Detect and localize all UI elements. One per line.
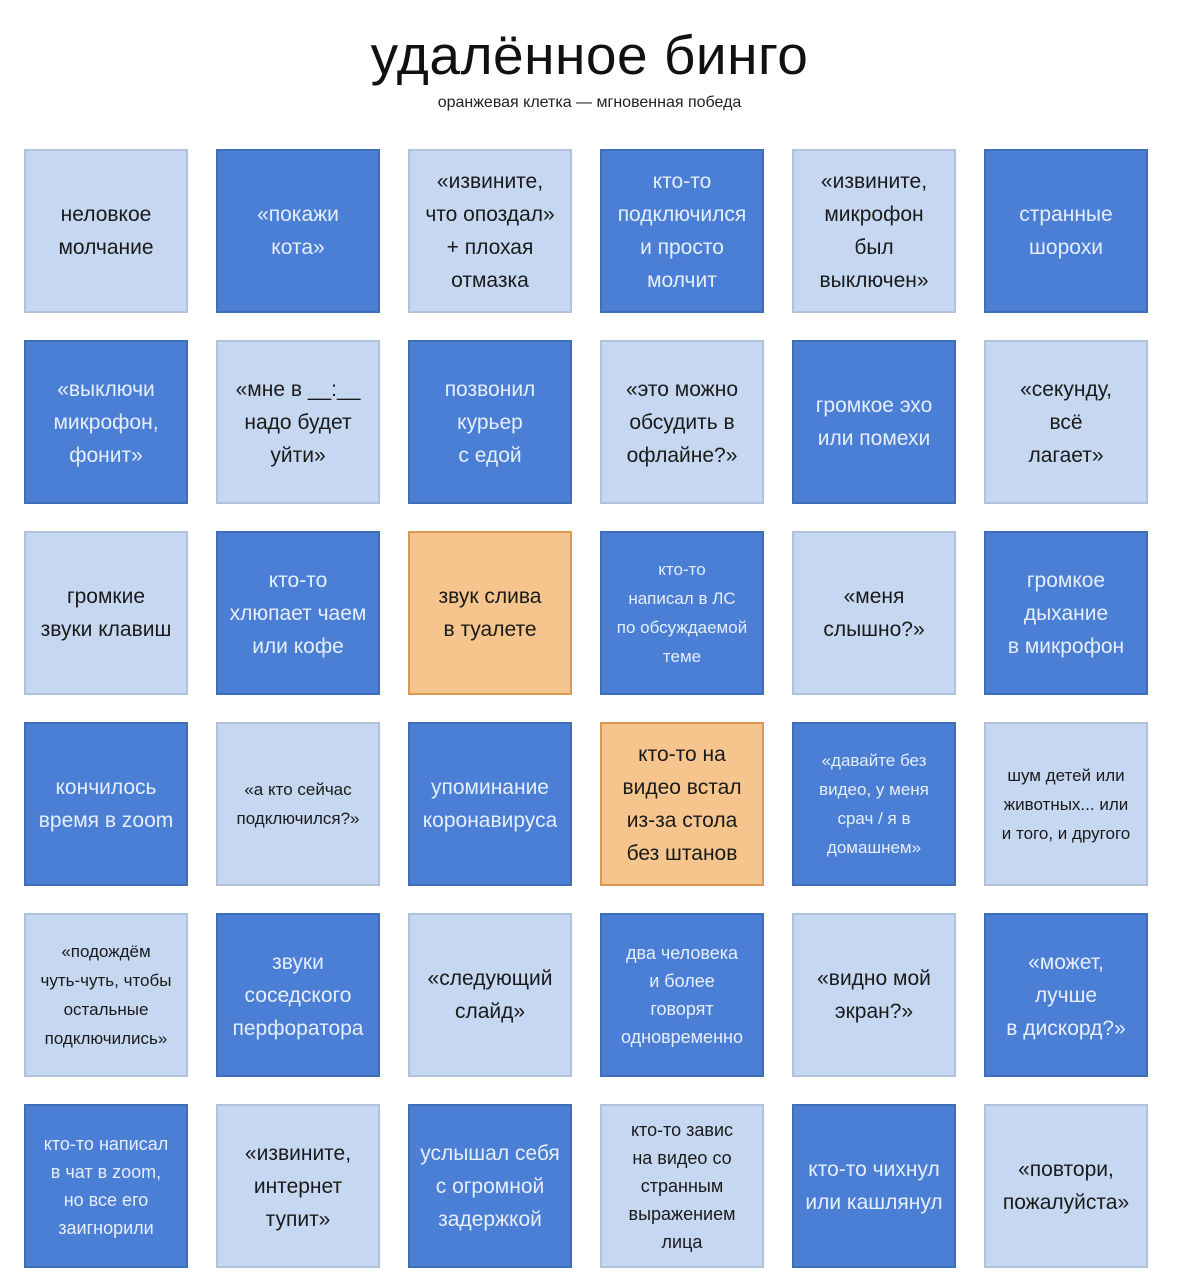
bingo-cell-text: кто-то подключился и просто молчит: [617, 170, 747, 292]
bingo-cell[interactable]: [600, 1104, 764, 1268]
bingo-cell[interactable]: [24, 149, 188, 313]
bingo-cell-text: «извините, микрофон был выключен»: [819, 170, 929, 292]
bingo-cell-text: услышал себя с огромной задержкой: [420, 1141, 560, 1231]
bingo-cell-text: неловкое молчание: [58, 203, 154, 259]
bingo-cell[interactable]: [216, 531, 380, 695]
bingo-cell-text: кончилось время в zoom: [38, 776, 174, 832]
bingo-cell-text: кто-то завис на видео со странным выражением лица: [628, 1120, 736, 1252]
bingo-cell[interactable]: [24, 722, 188, 886]
bingo-cell[interactable]: [24, 531, 188, 695]
bingo-cell[interactable]: [24, 1104, 188, 1268]
page-title: удалённое бинго: [370, 24, 809, 86]
bingo-cell[interactable]: [600, 149, 764, 313]
bingo-cell[interactable]: [24, 913, 188, 1077]
bingo-cell[interactable]: [792, 1104, 956, 1268]
bingo-cell-text: «это можно обсудить в офлайне?»: [625, 377, 739, 467]
bingo-cell-text: странные шорохи: [1019, 203, 1113, 259]
bingo-cell-text: кто-то написал в чат в zoom, но все его заигнорили: [43, 1134, 169, 1238]
page-subtitle: оранжевая клетка — мгновенная победа: [437, 94, 742, 111]
bingo-cell-text: звук слива в туалете: [438, 585, 542, 641]
bingo-cell[interactable]: [216, 913, 380, 1077]
bingo-cell-text: «повтори, пожалуйста»: [1002, 1158, 1130, 1214]
bingo-cell[interactable]: [600, 913, 764, 1077]
bingo-cell-text: кто-то чихнул или кашлянул: [805, 1158, 943, 1214]
bingo-cell-text: громкое эхо или помехи: [815, 394, 933, 450]
bingo-cell-text: «покажи кота»: [257, 203, 339, 259]
bingo-cell[interactable]: [792, 913, 956, 1077]
bingo-cell-text: два человека и более говорят одновременно: [621, 943, 743, 1047]
bingo-cell-text: «может, лучше в дискорд?»: [1006, 950, 1126, 1040]
bingo-cell-text: «выключи микрофон, фонит»: [53, 377, 159, 467]
bingo-cell-text: «следующий слайд»: [427, 967, 553, 1023]
bingo-cell[interactable]: [408, 149, 572, 313]
bingo-cell-text: упоминание коронавируса: [422, 776, 558, 832]
bingo-cell[interactable]: [984, 340, 1148, 504]
bingo-cell[interactable]: [408, 722, 572, 886]
bingo-cell[interactable]: [600, 722, 764, 886]
bingo-cell-text: звуки соседского перфоратора: [232, 950, 364, 1040]
bingo-cell[interactable]: [984, 913, 1148, 1077]
bingo-cell[interactable]: [792, 149, 956, 313]
bingo-cell-text: кто-то написал в ЛС по обсуждаемой теме: [616, 560, 748, 666]
bingo-cell-text: кто-то хлюпает чаем или кофе: [229, 568, 367, 658]
bingo-cell[interactable]: [408, 340, 572, 504]
bingo-cell[interactable]: [600, 531, 764, 695]
bingo-cell-text: «а кто сейчас подключился?»: [236, 780, 360, 828]
bingo-cell[interactable]: [408, 531, 572, 695]
bingo-cell[interactable]: [408, 913, 572, 1077]
bingo-cell-text: «извините, интернет тупит»: [244, 1141, 352, 1231]
bingo-cell-text: громкое дыхание в микрофон: [1007, 568, 1125, 658]
bingo-cell-text: позвонил курьер с едой: [444, 377, 536, 467]
bingo-cell[interactable]: [216, 1104, 380, 1268]
bingo-cell[interactable]: [600, 340, 764, 504]
bingo-cell-text: громкие звуки клавиш: [40, 585, 172, 641]
bingo-cell[interactable]: [984, 531, 1148, 695]
bingo-cell[interactable]: [792, 340, 956, 504]
bingo-cell-text: «меня слышно?»: [823, 585, 925, 641]
bingo-grid: [24, 149, 1152, 1268]
bingo-cell[interactable]: [24, 340, 188, 504]
bingo-cell-text: «секунду, всё лагает»: [1020, 377, 1112, 467]
bingo-cell[interactable]: [216, 722, 380, 886]
bingo-cell[interactable]: [984, 149, 1148, 313]
bingo-cell[interactable]: [984, 1104, 1148, 1268]
bingo-cell-text: «мне в __:__ надо будет уйти»: [235, 377, 361, 467]
bingo-cell[interactable]: [792, 531, 956, 695]
bingo-cell[interactable]: [984, 722, 1148, 886]
bingo-cell-text: «извините, что опоздал» + плохая отмазка: [425, 170, 555, 292]
bingo-cell-text: шум детей или животных... или и того, и другого: [1001, 765, 1131, 843]
bingo-cell[interactable]: [408, 1104, 572, 1268]
bingo-cell-text: кто-то на видео встал из-за стола без штанов: [622, 743, 742, 865]
bingo-cell-text: «давайте без видео, у меня срач / я в домашнем»: [819, 751, 929, 857]
bingo-cell[interactable]: [216, 149, 380, 313]
bingo-cell-text: «видно мой экран?»: [817, 967, 931, 1023]
bingo-cell-text: «подождём чуть-чуть, чтобы остальные подключились»: [40, 942, 172, 1048]
bingo-cell[interactable]: [216, 340, 380, 504]
bingo-cell[interactable]: [792, 722, 956, 886]
